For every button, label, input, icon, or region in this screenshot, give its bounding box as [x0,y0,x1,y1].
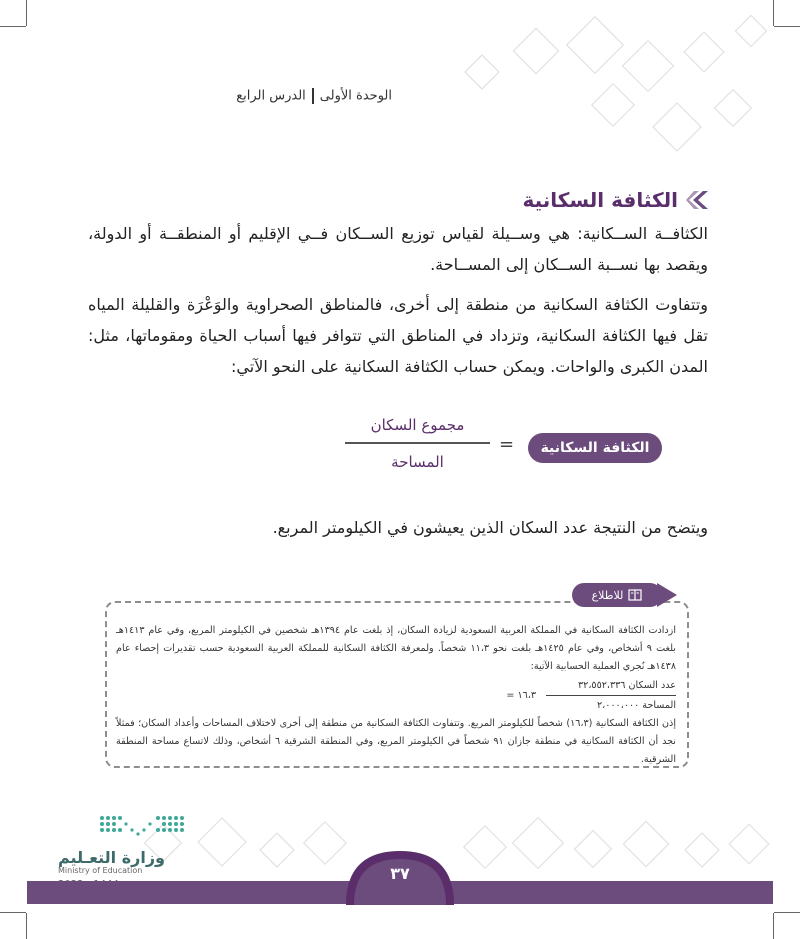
fraction-bar [345,442,490,444]
calc-denominator: المساحة ٢،٠٠٠،٠٠٠ [596,699,676,711]
section-title: الكثافة السكانية [522,188,678,212]
double-chevron-icon [686,191,708,209]
formula-equals: = [499,434,515,455]
calc-fraction-bar [546,695,676,696]
definition-paragraph: الكثافــة الســكانية: هي وســيلة لقياس توزيع الســكان فــي الإقليم أو المنطقــة أو الدولة، ويقصد بها نســبة الســكان إلى المســاحة. [88,224,708,274]
page-number: ٣٧ [390,864,410,883]
formula-numerator: مجموع السكان [370,416,465,434]
header-unit: الوحدة الأولى [319,88,392,104]
header-divider [312,88,314,104]
section-heading [88,188,708,212]
ministry-name-arabic: وزارة التعـليم [58,848,165,867]
ministry-logo-icon [98,812,188,842]
body-paragraph: وتتفاوت الكثافة السكانية من منطقة إلى أخرى، فالمناطق الصحراوية والوَعْرَة والقليلة المياه تقل فيها الكثافة السكانية، وتزداد في المناطق التي تتوافر فيها أسباب الحياة ومقوماتها، مثل: المدن الكبرى والواحات. ويمكن حساب الكثافة السكانية على النحو الآتي: [88,295,708,376]
book-icon [628,589,642,601]
info-tab-label: للاطلاع [591,588,624,602]
info-paragraph-1: ازدادت الكثافة السكانية في المملكة العربية السعودية لزيادة السكان، إذ بلغت عام ١٣٩٤هـ شخصين في الكيلومتر المربع، وفي عام ١٤١٣هـ بلغت ٩ أشخاص، وفي عام ١٤٢٥هـ بلغت نحو ١١،٣ شخصاً. ولمعرفة الكثافة السكانية للمملكة العربية السعودية حسب تقديرات إحصاء عام ١٤٣٨هـ نُجري العملية الحسابية الآتية: [116,625,676,673]
ministry-name-english: Ministry of Education [58,866,143,875]
density-calculation [116,677,676,715]
calc-numerator: عدد السكان ٣٢،٥٥٢،٣٣٦ [578,679,676,691]
info-paragraph-2: إذن الكثافة السكانية (١٦،٣) شخصاً للكيلومتر المربع. وتتفاوت الكثافة السكانية من منطقة إلى أخرى لاختلاف المساحات وأعداد السكان؛ فمثلاً نجد أن الكثافة السكانية في منطقة جازان ٩١ شخصاً في الكيلومتر المربع، وفي المنطقة الشرقية ٦ أشخاص، وذلك لاتساع مساحة المنطقة الشرقية. [116,717,676,766]
conclusion-paragraph: ويتضح من النتيجة عدد السكان الذين يعيشون في الكيلومتر المربع. [272,518,708,537]
header-lesson: الدرس الرابع [236,88,306,104]
calc-result: ١٦،٣ = [506,689,536,701]
formula-label-pill: الكثافة السكانية [528,433,662,463]
info-tab [572,583,662,607]
info-box-content [116,622,676,769]
formula-denominator: المساحة [391,453,444,471]
page-header [92,88,392,104]
